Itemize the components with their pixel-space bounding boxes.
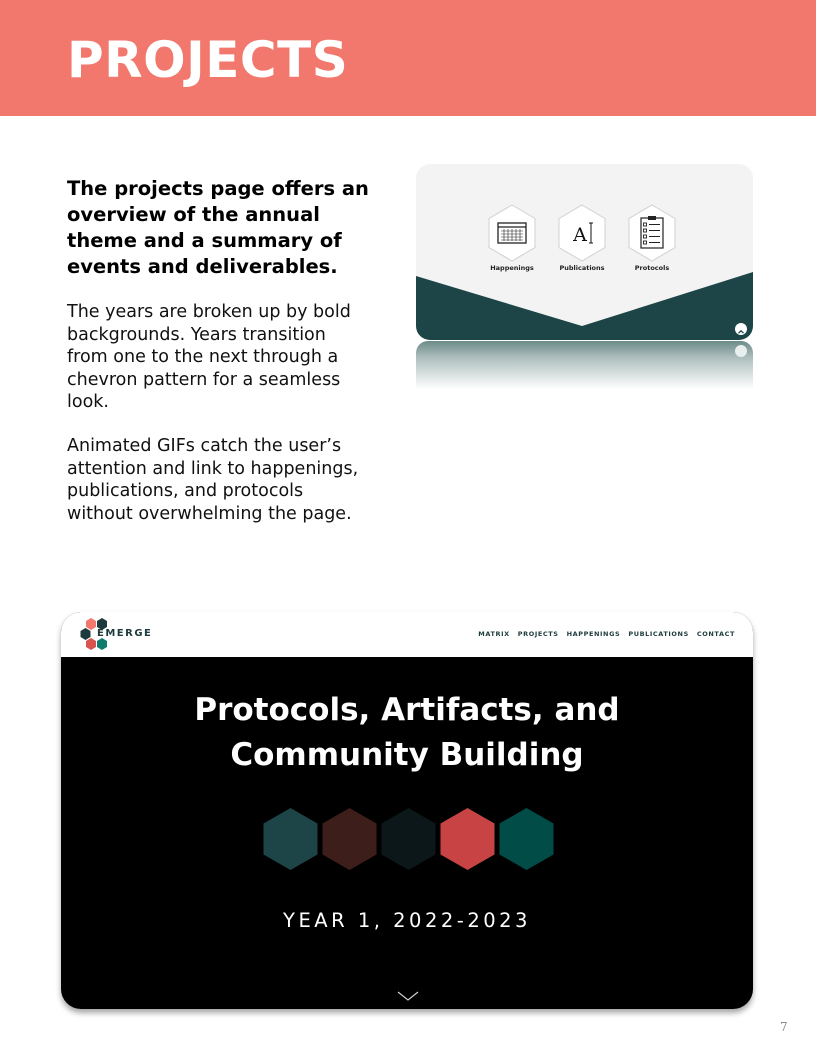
nav-publications[interactable]: PUBLICATIONS — [628, 630, 689, 638]
protocols-label: Protocols — [634, 264, 670, 272]
logo-text: EMERGE — [97, 628, 153, 639]
happenings-label: Happenings — [490, 264, 534, 272]
hexagon-2 — [323, 808, 377, 870]
nav-matrix[interactable]: MATRIX — [478, 630, 510, 638]
site-nav-bar — [61, 612, 753, 657]
chevron-up-icon — [735, 326, 747, 338]
page-title: PROJECTS — [67, 31, 349, 89]
nav-happenings[interactable]: HAPPENINGS — [566, 630, 621, 638]
hero-title — [61, 688, 753, 778]
site-nav-links — [478, 630, 735, 638]
hexagon-5 — [500, 808, 554, 870]
page-number: 7 — [780, 1020, 788, 1034]
header-band — [0, 0, 816, 116]
intro-paragraph-2: Animated GIFs catch the user’s attention and link to happenings, publications, and protocols without overwhelming the page. — [67, 436, 359, 524]
chevron-down-icon[interactable] — [397, 991, 419, 1003]
calendar-icon — [487, 204, 537, 262]
website-screenshot — [61, 612, 753, 1009]
publications-label: Publications — [559, 264, 605, 272]
nav-projects[interactable]: PROJECTS — [517, 630, 559, 638]
svg-text:A: A — [573, 224, 587, 246]
intro-lead: The projects page offers an overview of the annual theme and a summary of events and deliverables. — [67, 177, 369, 278]
scroll-up-button[interactable] — [735, 323, 747, 335]
hexagon-1 — [264, 808, 318, 870]
hero-title-line-2: Community Building — [230, 737, 584, 773]
nav-contact[interactable]: CONTACT — [696, 630, 735, 638]
icons-screenshot — [416, 164, 753, 340]
text-cursor-icon — [557, 204, 607, 262]
hexagon-row — [261, 807, 555, 871]
hero-title-line-1: Protocols, Artifacts, and — [194, 692, 620, 728]
hexagon-3 — [382, 808, 436, 870]
hexagon-4 — [441, 808, 495, 870]
reflection-chevron-icon — [735, 345, 747, 357]
year-label: YEAR 1, 2022-2023 — [283, 909, 531, 932]
intro-paragraph-1: The years are broken up by bold backgrounds. Years transition from one to the next through a chevron pattern for a seamless look. — [67, 302, 351, 412]
checklist-icon — [627, 204, 677, 262]
screenshot-reflection — [416, 341, 753, 389]
